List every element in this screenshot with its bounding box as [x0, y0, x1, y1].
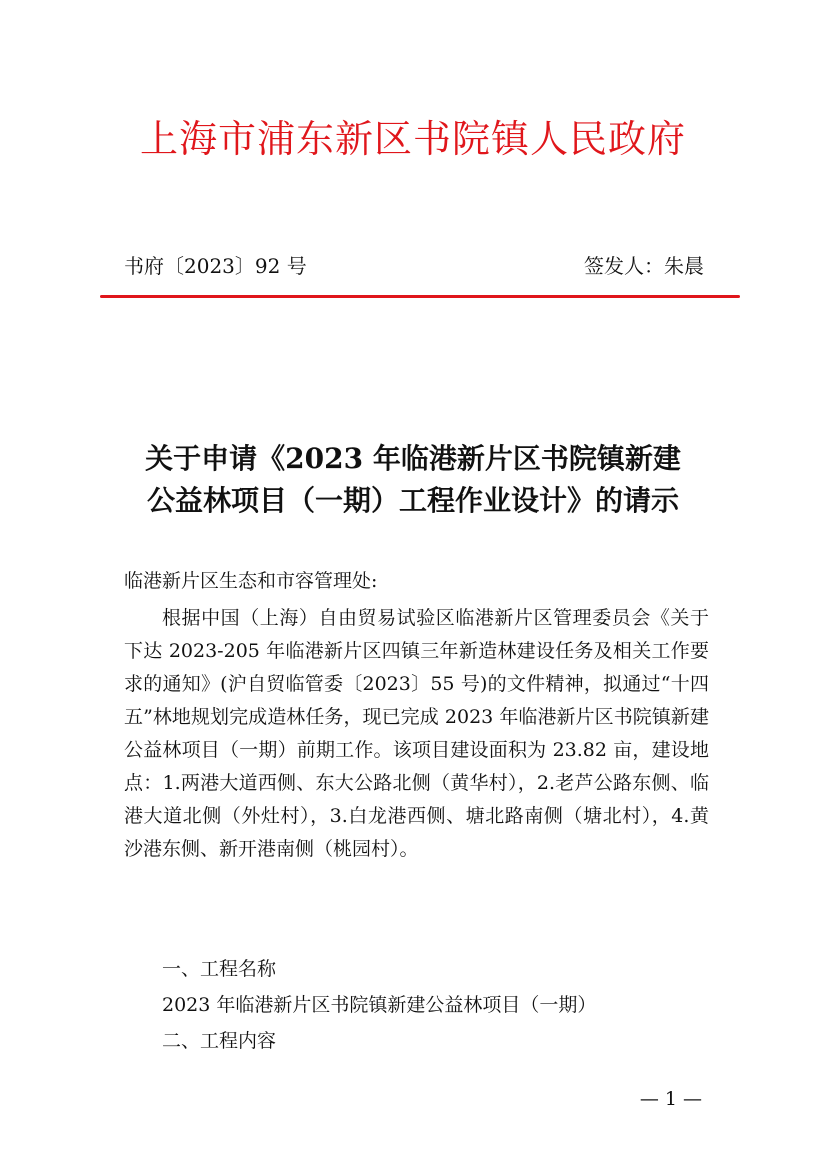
document-title	[110, 438, 716, 522]
document-title-line-1: 关于申请《2023 年临港新片区书院镇新建	[145, 442, 681, 475]
page-number: — 1 —	[639, 1088, 702, 1110]
recipient: 临港新片区生态和市容管理处:	[124, 570, 378, 592]
section-1-content: 2023 年临港新片区书院镇新建公益林项目（一期）	[162, 994, 597, 1016]
document-title-line-2: 公益林项目（一期）工程作业设计》的请示	[146, 484, 679, 517]
body-paragraph: 根据中国（上海）自由贸易试验区临港新片区管理委员会《关于下达 2023-205 年临港新片区四镇三年新造林建设任务及相关工作要求的通知》(沪自贸临管委〔2023〕55 号)的文件精神，拟通过“十四五”林地规划完成造林任务，现已完成 2023 年临港新片区书院镇新建公益林项目（一期）前期工作。该项目建设面积为 23.82 亩，建设地点：1.两港大道西侧、东大公路北侧（黄华村），2.老芦公路东侧、临港大道北侧（外灶村），3.白龙港西侧、塘北路南侧（塘北村），4.黄沙港东侧、新开港南侧（桃园村）。	[124, 607, 709, 860]
section-1-heading: 一、工程名称	[162, 958, 277, 980]
issuing-organization-header: 上海市浦东新区书院镇人民政府	[139, 117, 686, 161]
signer: 签发人：朱晨	[584, 254, 704, 278]
red-separator-rule	[100, 295, 740, 298]
document-number: 书府〔2023〕92 号	[124, 254, 307, 278]
section-2-heading: 二、工程内容	[162, 1030, 277, 1052]
